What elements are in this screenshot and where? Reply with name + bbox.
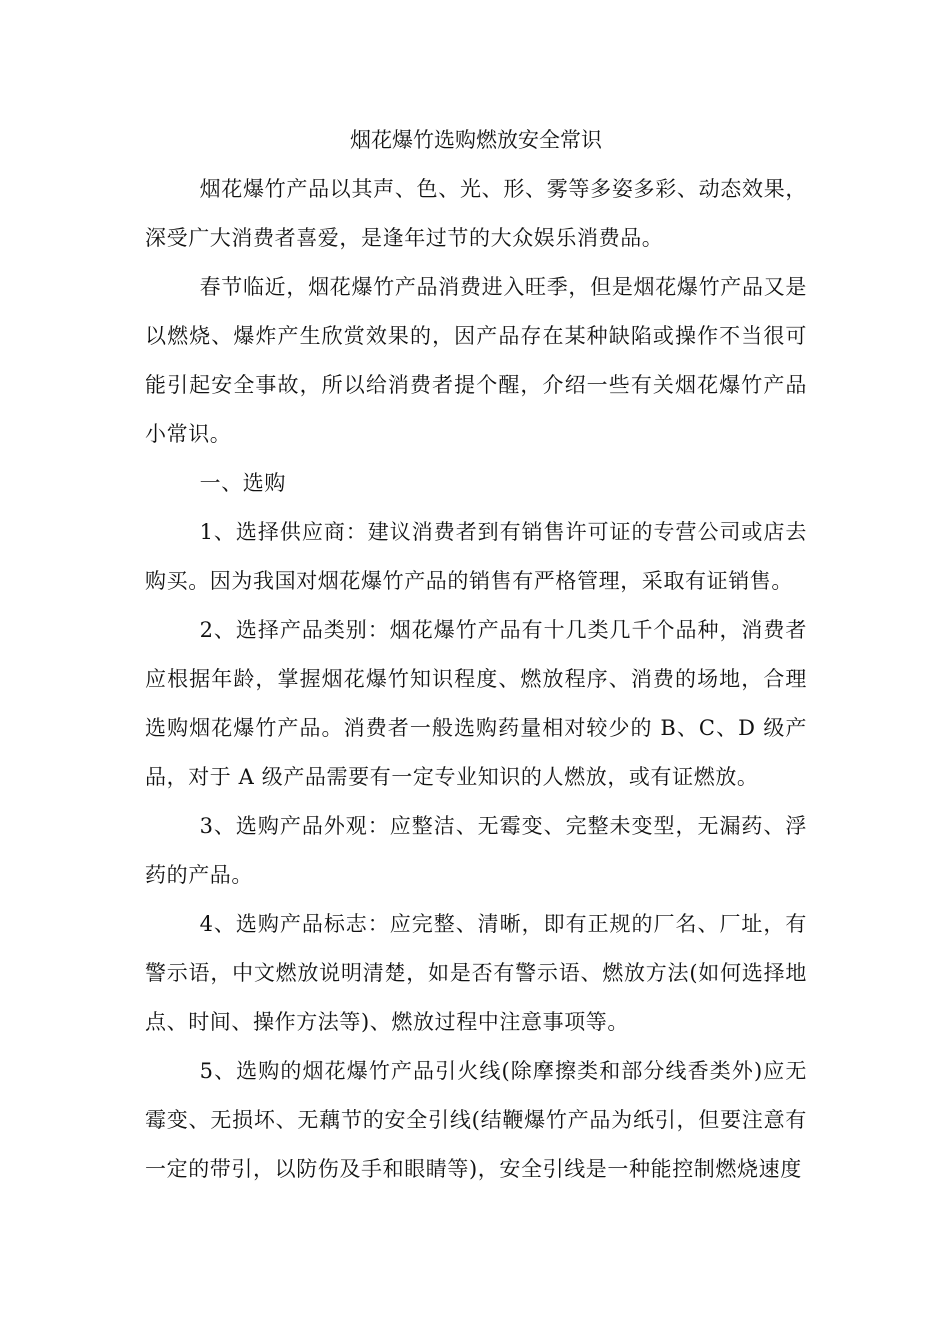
paragraph-item-5: 5、选购的烟花爆竹产品引火线(除摩擦类和部分线香类外)应无霉变、无损坏、无藕节的安全引线(结鞭爆竹产品为纸引，但要注意有一定的带引，以防伤及手和眼睛等)，安全引线是一种能控制燃烧速度 — [145, 1059, 807, 1181]
section-heading-purchase: 一、选购 — [199, 471, 286, 495]
paragraph-item-1: 1、选择供应商：建议消费者到有销售许可证的专营公司或店去购买。因为我国对烟花爆竹产品的销售有严格管理，采取有证销售。 — [145, 520, 807, 593]
paragraph-intro: 烟花爆竹产品以其声、色、光、形、雾等多姿多彩、动态效果，深受广大消费者喜爱，是逢年过节的大众娱乐消费品。 — [145, 177, 807, 250]
paragraph-background: 春节临近，烟花爆竹产品消费进入旺季，但是烟花爆竹产品又是以燃烧、爆炸产生欣赏效果的，因产品存在某种缺陷或操作不当很可能引起安全事故，所以给消费者提个醒，介绍一些有关烟花爆竹产品小常识。 — [145, 275, 807, 446]
paragraph-item-3: 3、选购产品外观：应整洁、无霉变、完整未变型，无漏药、浮药的产品。 — [145, 814, 807, 887]
paragraph-item-2: 2、选择产品类别：烟花爆竹产品有十几类几千个品种，消费者应根据年龄，掌握烟花爆竹知识程度、燃放程序、消费的场地，合理选购烟花爆竹产品。消费者一般选购药量相对较少的 B、C、D 级产品，对于 A 级产品需要有一定专业知识的人燃放，或有证燃放。 — [145, 618, 807, 789]
document-body — [145, 116, 807, 1194]
paragraph-item-4: 4、选购产品标志：应完整、清晰，即有正规的厂名、厂址，有警示语，中文燃放说明清楚，如是否有警示语、燃放方法(如何选择地点、时间、操作方法等)、燃放过程中注意事项等。 — [145, 912, 807, 1034]
document-title: 烟花爆竹选购燃放安全常识 — [350, 128, 602, 152]
